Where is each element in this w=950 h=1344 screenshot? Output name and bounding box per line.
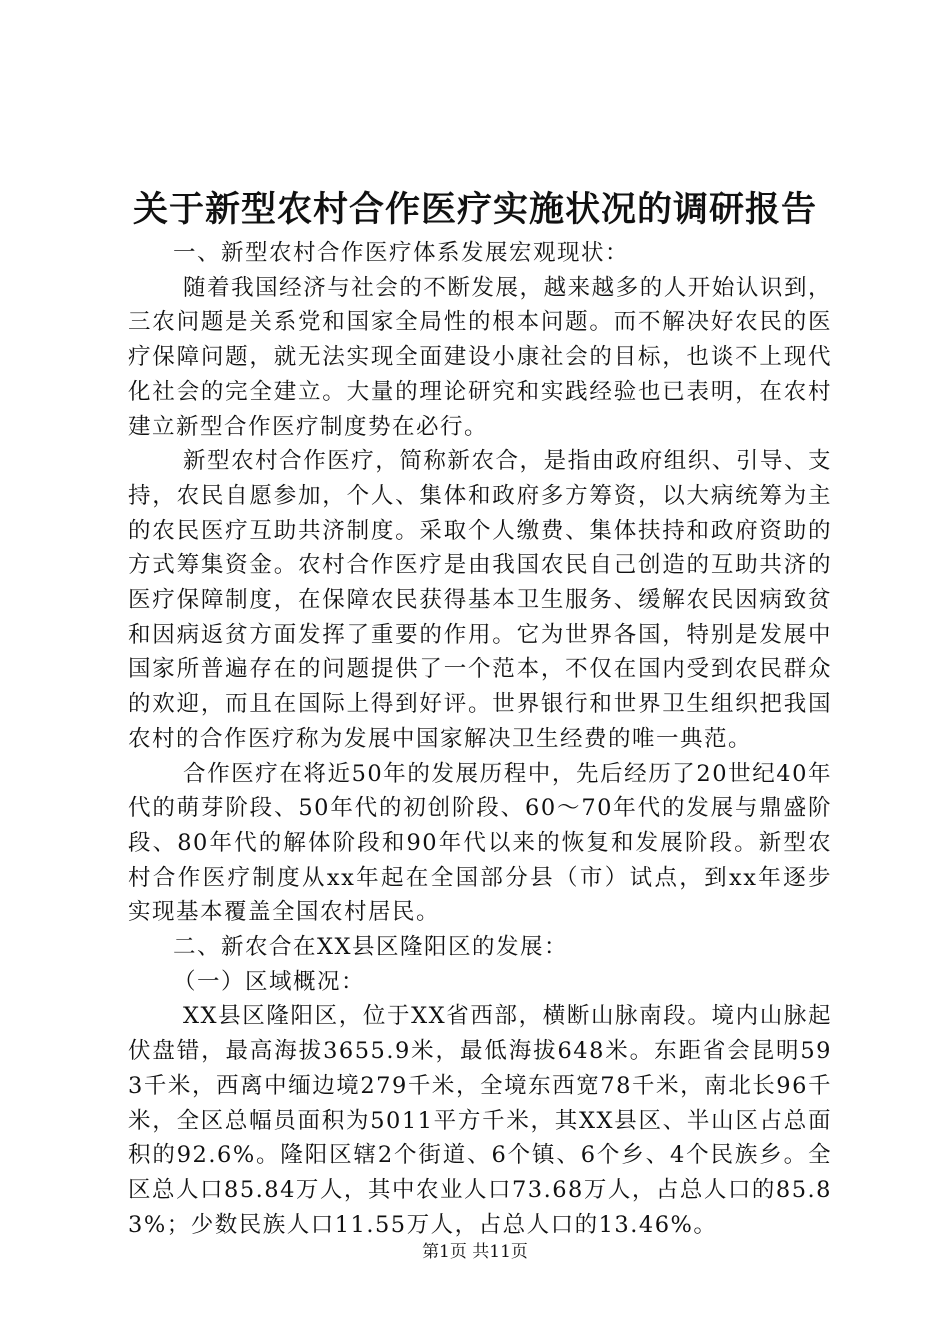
page-footer: 第1页 共11页	[422, 1242, 528, 1262]
paragraph-region-overview: XX县区隆阳区，位于XX省西部，横断山脉南段。境内山脉起伏盘错，最高海拔3655.9米，最低海拔648米。东距省会昆明593千米，西离中缅边境279千米，全境东西宽78千米，南北长96千米，全区总幅员面积为5011平方千米，其XX县区、半山区占总面积的92.6%。隆阳区辖2个街道、6个镇、6个乡、4个民族乡。全区总人口85.84万人，其中农业人口73.68万人，占总人口的85.83%；少数民族人口11.55万人，占总人口的13.46%。	[128, 1003, 832, 1238]
document-title: 关于新型农村合作医疗实施状况的调研报告	[132, 190, 817, 230]
paragraph-definition: 新型农村合作医疗，简称新农合，是指由政府组织、引导、支持，农民自愿参加，个人、集体和政府多方筹资，以大病统筹为主的农民医疗互助共济制度。采取个人缴费、集体扶持和政府资助的方式筹集资金。农村合作医疗是由我国农民自己创造的互助共济的医疗保障制度，在保障农民获得基本卫生服务、缓解农民因病致贫和因病返贫方面发挥了重要的作用。它为世界各国，特别是发展中国家所普遍存在的问题提供了一个范本，不仅在国内受到农民群众的欢迎，而且在国际上得到好评。世界银行和世界卫生组织把我国农村的合作医疗称为发展中国家解决卫生经费的唯一典范。	[128, 448, 832, 752]
paragraph-history: 合作医疗在将近50年的发展历程中，先后经历了20世纪40年代的萌芽阶段、50年代的初创阶段、60～70年代的发展与鼎盛阶段、80年代的解体阶段和90年代以来的恢复和发展阶段。新型农村合作医疗制度从xx年起在全国部分县（市）试点，到xx年逐步实现基本覆盖全国农村居民。	[128, 760, 832, 926]
section-heading-2: 二、新农合在XX县区隆阳区的发展：	[173, 934, 569, 961]
section-heading-1: 一、新型农村合作医疗体系发展宏观现状：	[173, 240, 630, 266]
document-body	[128, 236, 832, 1242]
paragraph-background: 随着我国经济与社会的不断发展，越来越多的人开始认识到，三农问题是关系党和国家全局性的根本问题。而不解决好农民的医疗保障问题，就无法实现全面建设小康社会的目标，也谈不上现代化社会的完全建立。大量的理论研究和实践经验也已表明，在农村建立新型合作医疗制度势在必行。	[128, 274, 832, 440]
subsection-heading: （一）区域概况：	[173, 968, 366, 995]
